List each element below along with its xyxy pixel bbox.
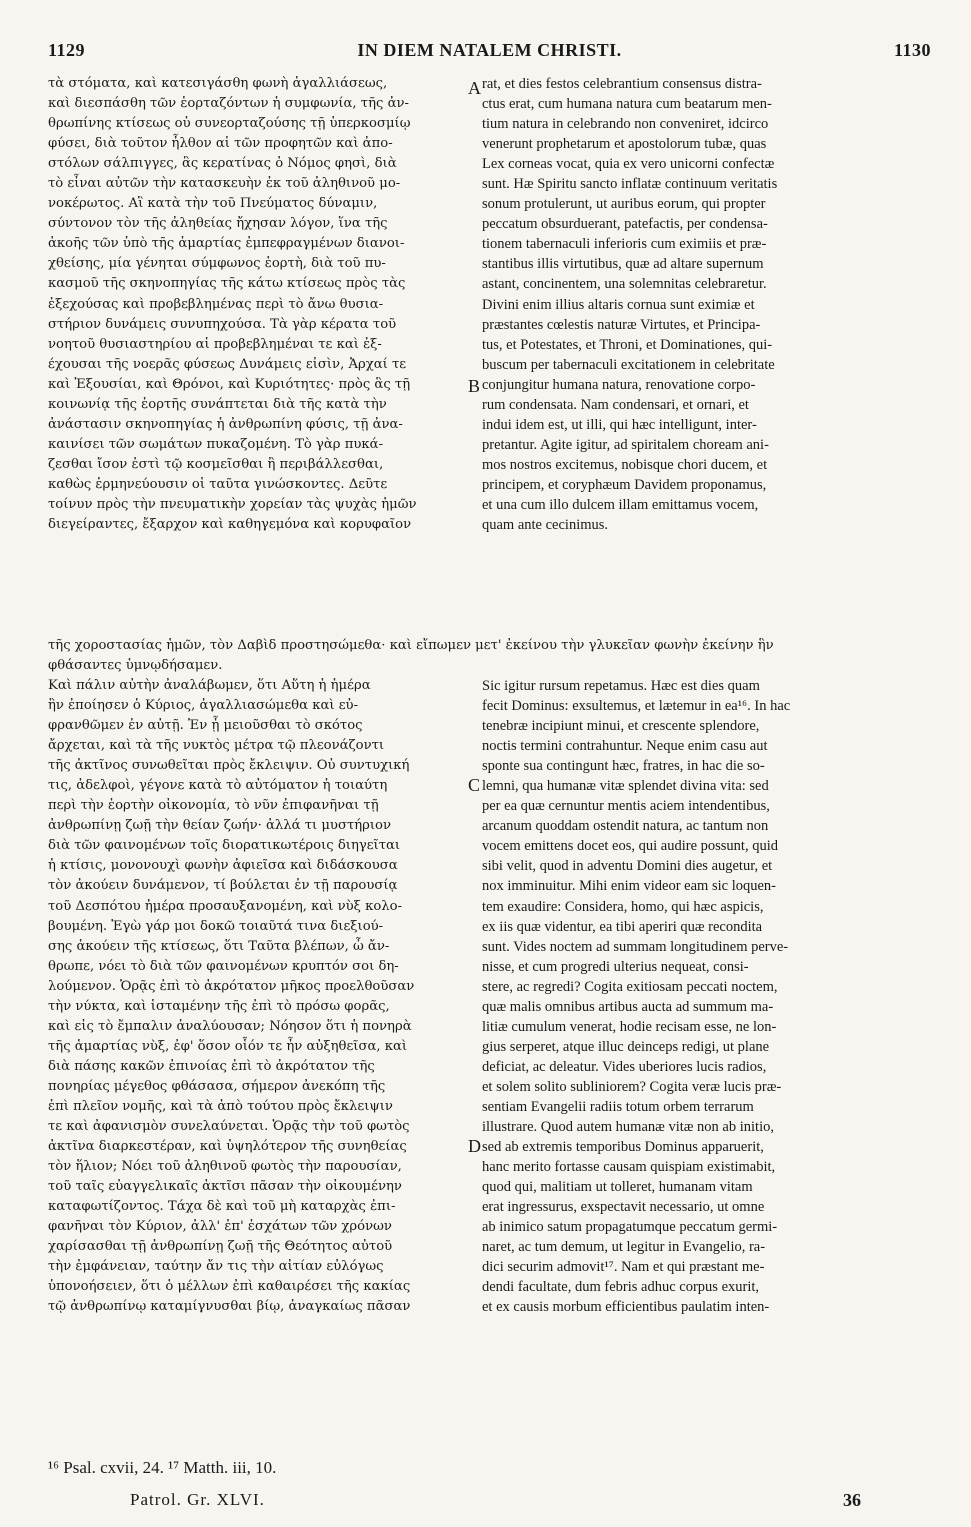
greek-text-line: θρωπε, νόει τὸ διὰ τῶν φαινομένων κρυπτόν σοι δη- — [48, 958, 399, 974]
greek-column-bottom — [48, 676, 466, 1318]
latin-text-line: noctis termini contrahuntur. Neque enim casu aut — [482, 738, 768, 755]
latin-text-line: sentiam Evangelii radiis totum orbem terrarum — [482, 1098, 754, 1115]
latin-text-line: quæ malis omnibus artibus aucta ad summum ma- — [482, 998, 774, 1015]
page-header — [48, 40, 931, 70]
greek-text-line: λούμενον. Ὁρᾷς ἐπὶ τὸ ἀκρότατον μῆκος προελθοῦσαν — [48, 978, 415, 994]
greek-text-line: φύσει, διὰ τοῦτον ἦλθον αἱ τῶν προφητῶν καὶ ἀπο- — [48, 136, 393, 152]
latin-text-line: dici securim admovit¹⁷. Nam et qui præstant me- — [482, 1259, 765, 1276]
latin-text-line: tem exaudire: Considera, homo, qui hæc aspicis, — [482, 898, 764, 915]
latin-text-line: sed ab extremis temporibus Dominus apparuerit, — [482, 1139, 764, 1156]
latin-column-top — [482, 74, 928, 535]
latin-text-line: arcanum quoddam ostendit natura, ac tantum non — [482, 818, 769, 835]
greek-text-line: κασμοῦ τῆς σκηνοπηγίας τῆς κάτω κτίσεως πρὸς τὰς — [48, 276, 406, 292]
full-width-text-line: τῆς χοροστασίας ἡμῶν, τὸν Δαβὶδ προστησώμεθα· καὶ εἴπωμεν μετ' ἐκείνου τὴν γλυκεῖαν φωνὴν ἐκείνην ἣν — [48, 638, 774, 653]
greek-text-line: διὰ τῶν φαινομένων τοῖς διορατικωτέροις διηγεῖται — [48, 838, 401, 854]
latin-text-line: deficiat, ac deleatur. Vides uberiores lucis radios, — [482, 1058, 767, 1075]
margin-marker-d: D — [468, 1136, 481, 1156]
greek-text-line: ζεσθαι ἴσον ἐστὶ τῷ κοσμεῖσθαι ἢ περιβάλλεσθαι, — [48, 456, 384, 472]
greek-text-line: ἄρχεται, καὶ τὰ τῆς νυκτὸς μέτρα τῷ πλεονάζοντι — [48, 738, 385, 754]
latin-text-line: gius serperet, atque illuc deinceps redigi, ut plane — [482, 1038, 770, 1055]
greek-text-line: καινίσει τῶν σωμάτων πυκαζομένη. Τὸ γὰρ πυκά- — [48, 436, 384, 452]
latin-text-line: vocem emittens docet eos, qui audire possunt, quid — [482, 838, 778, 855]
greek-text-line: θρωπίνης κτίσεως οὐ συνεορταζούσης τῇ ὑπερκοσμίῳ — [48, 116, 411, 132]
greek-text-line: πονηρίας μέγεθος φθάσασα, σήμερον ἀνεκόπη τῆς — [48, 1078, 386, 1094]
footer-volume: Patrol. Gr. XLVI. — [130, 1490, 265, 1509]
greek-text-line: καὶ διεσπάσθη τῶν ἑορταζόντων ἡ συμφωνία, τῆς ἀν- — [48, 96, 409, 112]
latin-text-line: tus, et Potestates, et Throni, et Dominationes, qui- — [482, 336, 773, 353]
latin-text-line: conjungitur humana natura, renovatione corpo- — [482, 376, 756, 393]
greek-text-line: τοῦ ταῖς εὐαγγελικαῖς ἀκτῖσι πᾶσαν τὴν οἰκουμένην — [48, 1179, 402, 1195]
latin-text-line: tium natura in celebrando non conveniret, idcirco — [482, 116, 769, 133]
latin-text-line: indui idem est, ut illi, qui hæc intelligunt, inter- — [482, 416, 757, 433]
latin-text-line: lemni, qua humanæ vitæ splendet divina vita: sed — [482, 778, 769, 795]
greek-text-line: στόλων σάλπιγγες, ἃς κερατίνας ὁ Νόμος φησὶ, διὰ — [48, 156, 397, 172]
greek-text-line: ἡ κτίσις, μονονουχὶ φωνὴν ἀφιεῖσα καὶ διδάσκουσα — [48, 858, 398, 874]
greek-text-line: τις, ἀδελφοὶ, γέγονε κατὰ τὸ αὐτόματον ἡ τοιαύτη — [48, 778, 388, 794]
greek-text-line: φρανθῶμεν ἐν αὐτῇ. Ἐν ᾗ μειοῦσθαι τὸ σκότος — [48, 718, 363, 734]
greek-text-line: τοῦ Δεσπότου ἡμέρα προσαυξανομένη, καὶ νὺξ κολο- — [48, 898, 403, 914]
greek-text-line: τὴν νύκτα, καὶ ἱσταμένην τῆς ἐπὶ τὸ πρόσω φορᾶς, — [48, 998, 390, 1014]
footer-signature: 36 — [843, 1490, 861, 1510]
greek-text-line: καὶ Ἐξουσίαι, καὶ Θρόνοι, καὶ Κυριότητες· πρὸς ἃς τῇ — [48, 376, 411, 392]
latin-text-line: sunt. Hæ Spiritu sancto inflatæ continuum veritatis — [482, 176, 778, 193]
greek-text-line: σης ἀκούειν τῆς κτίσεως, ὅτι Ταῦτα βλέπων, ὦ ἄν- — [48, 938, 390, 954]
greek-text-line: ἀνθρωπίνῃ ζωῇ τὴν θείαν ζωήν· ἀλλά τι μυστήριον — [48, 818, 392, 834]
greek-text-line: νοκέρωτος. Αἳ κατὰ τὴν τοῦ Πνεύματος δύναμιν, — [48, 196, 378, 212]
greek-text-line: διὰ πάσης κακῶν ἐπινοίας ἐπὶ τὸ ἀκρότατον τῆς — [48, 1058, 375, 1074]
greek-text-line: χαρίσασθαι τῇ ἀνθρωπίνῃ ζωῇ τῆς Θεότητος αὐτοῦ — [48, 1239, 393, 1255]
page-number-left: 1129 — [48, 40, 86, 60]
latin-text-line: et ex causis morbum efficientibus paulatim inten- — [482, 1299, 770, 1316]
greek-text-line: τοίνυν πρὸς τὴν πνευματικὴν χορείαν τὰς ψυχὰς ἡμῶν — [48, 496, 417, 512]
greek-text-line: καταφωτίζοντος. Τάχα δὲ καὶ τοῦ μὴ καταρχὰς ἐπι- — [48, 1199, 396, 1215]
greek-text-line: Καὶ πάλιν αὐτὴν ἀναλάβωμεν, ὅτι Αὕτη ἡ ἡμέρα — [48, 678, 371, 693]
greek-text-line: ὑπονοήσειεν, ὅτι ὁ μέλλων ἐπὶ καθαιρέσει τῆς κακίας — [48, 1279, 411, 1295]
latin-text-line: tenebræ incipiunt minui, et crescente splendore, — [482, 718, 760, 735]
latin-text-line: fecit Dominus: exsultemus, et lætemur in ea¹⁶. In hac — [482, 698, 791, 715]
greek-text-line: τὸν ἀκούειν δυνάμενον, τί βούλεται ἐν τῇ παρουσίᾳ — [48, 878, 398, 894]
margin-marker-c: C — [468, 775, 481, 795]
latin-text-line: et una cum illo dulcem illam emittamus vocem, — [482, 496, 759, 513]
greek-text-line: τῷ ἀνθρωπίνῳ καταμίγνυσθαι βίῳ, ἀναγκαίως πᾶσαν — [48, 1299, 411, 1315]
greek-text-line: βουμένη. Ἐγὼ γάρ μοι δοκῶ τοιαῦτά τινα διεξιού- — [48, 918, 384, 934]
latin-text-line: Sic igitur rursum repetamus. Hæc est dies quam — [482, 678, 760, 694]
latin-text-line: peccatum obsurduerant, patefactis, per condensa- — [482, 216, 768, 233]
latin-text-line: ex iis quæ videntur, ea tibi aperiri quæ recondita — [482, 918, 763, 935]
latin-column-bottom — [482, 676, 928, 1318]
greek-text-line: ἐπὶ πλεῖον νομῆς, καὶ τὰ ἀπὸ τούτου πρὸς ἔκλειψιν — [48, 1098, 393, 1114]
greek-text-line: ἀκοῆς τῶν ὑπὸ τῆς ἁμαρτίας ἐμπεφραγμένων διανοι- — [48, 236, 405, 252]
latin-text-line: principem, et coryphæum Davidem proponamus, — [482, 476, 767, 493]
latin-text-line: ctus erat, cum humana natura cum beatarum men- — [482, 96, 772, 113]
greek-text-line: τὴν ἐμφάνειαν, ταύτην ἄν τις τὴν αἰτίαν εὐλόγως — [48, 1259, 384, 1275]
latin-text-line: buscum per tabernaculi excitationem in celebritate — [482, 356, 775, 373]
latin-text-line: rat, et dies festos celebrantium consensus distra- — [482, 76, 762, 92]
greek-text-line: τὸ εἶναι αὐτῶν τὴν κατασκευὴν ἐκ τοῦ ἀληθινοῦ μο- — [48, 176, 401, 192]
greek-text-line: τε καὶ ἀφανισμὸν συνελαύνεται. Ὁρᾷς τὴν τοῦ φωτὸς — [48, 1119, 410, 1135]
latin-text-line: præstantes cœlestis naturæ Virtutes, et Principa- — [482, 316, 761, 333]
greek-text-line: νοητοῦ θυσιαστηρίου αἱ προβεβλημέναι τε καὶ ἐξ- — [48, 336, 382, 352]
latin-text-line: Lex corneas vocat, quia ex vero unicorni confectæ — [482, 156, 775, 173]
greek-text-line: περὶ τὴν ἑορτὴν οἰκονομία, τὸ νῦν ἐπιφανῆναι τῇ — [48, 798, 379, 814]
latin-text-line: litiæ cumulum venerat, hodie recisam esse, ne lon- — [482, 1018, 777, 1035]
greek-text-line: διεγείραντες, ἔξαρχον καὶ καθηγεμόνα καὶ κορυφαῖον — [48, 517, 412, 533]
latin-text-line: per ea quæ cernuntur mentis aciem intendentibus, — [482, 798, 770, 815]
greek-text-line: καθὼς ἑρμηνεύουσιν οἱ ταῦτα γινώσκοντες. Δεῦτε — [48, 476, 388, 492]
running-title: IN DIEM NATALEM CHRISTI. — [357, 40, 622, 60]
latin-text-line: sibi velit, quod in adventu Domini dies augetur, et — [482, 858, 773, 875]
full-width-text-line: φθάσαντες ὑμνῳδήσαμεν. — [48, 658, 223, 674]
latin-text-line: stere, ac regredi? Cogita exitiosam peccati noctem, — [482, 978, 778, 995]
latin-text-line: nox imminuitur. Mihi enim videor eam sic loquen- — [482, 878, 776, 895]
greek-text-line: στήριον δυνάμεις συνυπηχούσα. Τὰ γὰρ κέρατα τοῦ — [48, 316, 397, 332]
latin-text-line: hanc merito fortasse causam quispiam existimabit, — [482, 1159, 776, 1176]
latin-text-line: tionem tabernaculi inferioris cum eximiis et præ- — [482, 236, 767, 253]
footnotes: ¹⁶ Psal. cxvii, 24. ¹⁷ Matth. iii, 10. — [48, 1458, 277, 1477]
greek-text-line: τῆς ἁμαρτίας νὺξ, ἐφ' ὅσον οἷόν τε ἦν αὐξηθεῖσα, καὶ — [48, 1038, 408, 1054]
page-number-right: 1130 — [893, 40, 931, 60]
latin-text-line: et solem solito subliniorem? Cogita veræ lucis præ- — [482, 1078, 782, 1095]
latin-text-line: Divini enim illius altaris cornua sunt eximiæ et — [482, 296, 755, 313]
greek-text-line: χθείσης, μία γένηται σύμφωνος ἑορτὴ, διὰ τοῦ πυ- — [48, 256, 386, 272]
greek-text-line: ἀκτῖνα διαρκεστέραν, καὶ ὑψηλότερον τῆς συνηθείας — [48, 1139, 407, 1155]
latin-text-line: mos nostros excitemus, nobisque chori ducem, et — [482, 456, 768, 473]
latin-text-line: illustrare. Quod autem humanæ vitæ non ab initio, — [482, 1119, 774, 1136]
greek-text-line: έχουσαι τῆς νοερᾶς φύσεως Δυνάμεις εἰσὶν, Ἀρχαί τε — [48, 356, 407, 372]
greek-column-top — [48, 74, 466, 535]
greek-text-line: τῆς ἀκτῖνος συνωθεῖται πρὸς ἔκλειψιν. Οὐ συντυχική — [48, 758, 410, 774]
margin-marker-b: B — [468, 376, 481, 396]
full-width-text — [48, 636, 928, 676]
latin-text-line: rum condensata. Nam condensari, et ornari, et — [482, 396, 749, 413]
latin-text-line: quod qui, malitiam ut tolleret, humanam vitam — [482, 1179, 753, 1196]
latin-text-line: dendi facultate, dum febris adhuc corpus exurit, — [482, 1279, 760, 1296]
greek-text-line: σύντονον τὸν τῆς ἀληθείας ἤχησαν λόγον, ἵνα τῆς — [48, 216, 388, 232]
latin-text-line: stantibus illis virtutibus, quæ ad altare supernum — [482, 256, 764, 273]
greek-text-line: τὰ στόματα, καὶ κατεσιγάσθη φωνὴ ἀγαλλιάσεως, — [48, 76, 388, 91]
greek-text-line: ἀνάστασιν σκηνοπηγίας ἡ ἀνθρωπίνη φύσις, τῇ ἀνα- — [48, 416, 403, 432]
latin-text-line: naret, ac tum demum, ut legitur in Evangelio, ra- — [482, 1239, 766, 1256]
greek-text-line: ἐξεχούσας καὶ προβεβλημένας περὶ τὸ ἄνω θυσια- — [48, 296, 384, 312]
greek-text-line: καὶ εἰς τὸ ἔμπαλιν ἀναλύουσαν; Νόησον ὅτι ἡ πονηρὰ — [48, 1018, 412, 1034]
latin-text-line: sonum protulerunt, ut auribus eorum, qui propter — [482, 196, 766, 213]
latin-text-line: ab inimico satum propagatumque peccatum germi- — [482, 1219, 778, 1236]
greek-text-line: κοινωνίᾳ τῆς ἑορτῆς συνάπτεται διὰ τῆς κατὰ τὴν — [48, 396, 387, 412]
greek-text-line: τὸν ἥλιον; Νόει τοῦ ἀληθινοῦ φωτὸς τὴν παρουσίαν, — [48, 1159, 402, 1175]
greek-text-line: ἣν ἐποίησεν ὁ Κύριος, ἀγαλλιασώμεθα καὶ εὐ- — [48, 698, 359, 714]
latin-text-line: erat ingressurus, exspectavit necessario, ut omne — [482, 1199, 765, 1216]
latin-text-line: quam ante cecinimus. — [482, 517, 609, 534]
latin-text-line: sunt. Vides noctem ad summam longitudinem perve- — [482, 938, 789, 955]
latin-text-line: nisse, et cum progredi ulterius nequeat, consi- — [482, 958, 749, 975]
greek-text-line: φανῆναι τὸν Κύριον, ἀλλ' ἐπ' ἐσχάτων τῶν χρόνων — [48, 1219, 392, 1235]
latin-text-line: sponte sua contingunt hæc, fratres, in hac die so- — [482, 758, 765, 775]
latin-text-line: venerunt prophetarum et apostolorum tubæ, quas — [482, 136, 767, 153]
margin-marker-a: A — [468, 78, 481, 98]
latin-text-line: pretantur. Agite igitur, ad spiritalem choream ani- — [482, 436, 769, 453]
latin-text-line: astant, concinentem, una solemnitas celebraretur. — [482, 276, 767, 293]
